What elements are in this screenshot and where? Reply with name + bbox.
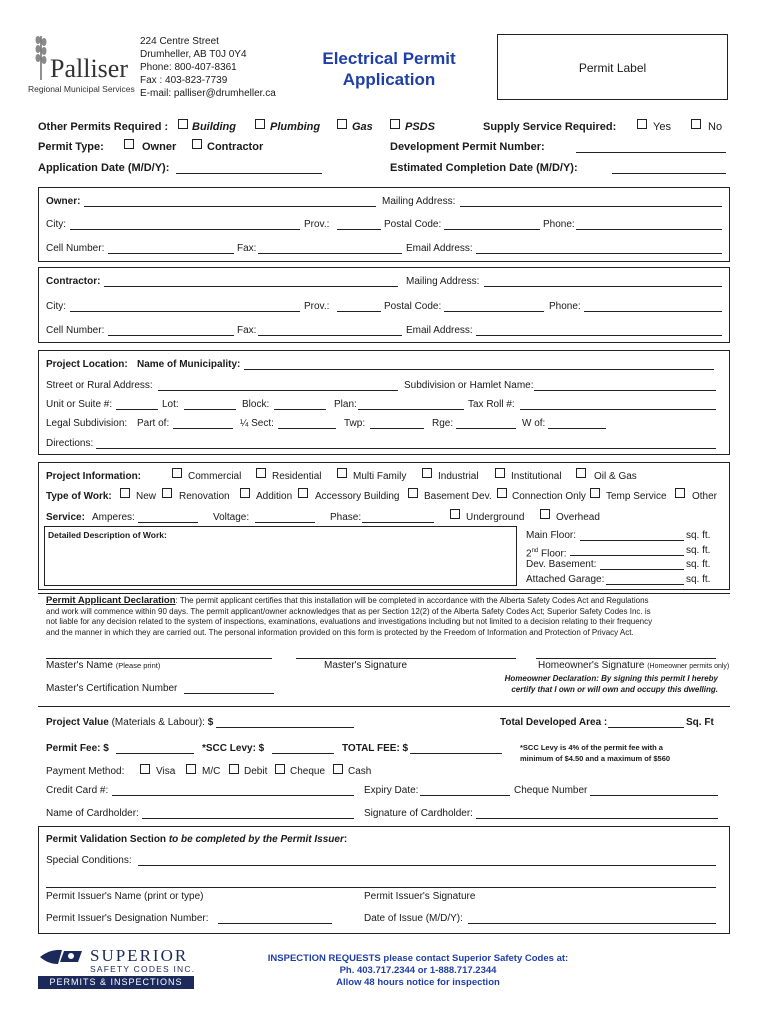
homeowner-declaration-line: certify that I own or will own and occupy this dwelling. [511,684,718,694]
addition-checkbox[interactable] [240,488,250,498]
cert-number-field[interactable] [184,693,274,694]
new-checkbox[interactable] [120,488,130,498]
connection-checkbox[interactable] [497,488,507,498]
address-line: Phone: 800-407-8361 [140,62,237,73]
credit-card-field[interactable] [112,795,354,796]
sqft-label: sq. ft. [686,545,711,556]
masters-name-label [46,660,160,672]
total-area-label: Total Developed Area : [500,717,608,728]
oil-gas-label: Oil & Gas [594,471,637,482]
other-label: Other [692,491,718,502]
permit-fee-label: Permit Fee: $ [46,743,109,754]
multi-family-label: Multi Family [353,471,407,482]
masters-signature-field[interactable] [296,658,516,659]
main-floor-field[interactable] [580,540,684,541]
inspection-line: INSPECTION REQUESTS please contact Superior Safety Codes at: [267,953,569,964]
industrial-label: Industrial [438,471,479,482]
wof-label: W of: [522,418,546,429]
project-value-text: Project Value [46,717,109,728]
declaration-line: not liable for any decision related to the system of inspections, examinations, evaluations and investigations including but not limited to a decision relating to their frequency [46,617,653,626]
other-permits-label: Other Permits Required : [38,121,169,133]
owner-mailing-label: Mailing Address: [382,196,456,207]
owner-field[interactable] [84,206,376,207]
masters-name-text: Master's Name [46,660,113,671]
subdivision-label: Subdivision or Hamlet Name: [404,380,534,391]
contractor-cell-label: Cell Number: [46,325,105,336]
amperes-field[interactable] [138,522,198,523]
subdivision-field[interactable] [534,390,716,391]
multi-family-checkbox[interactable] [337,468,347,478]
expiry-field[interactable] [420,795,510,796]
municipality-field[interactable] [244,369,714,370]
visa-label: Visa [156,766,176,777]
temp-service-checkbox[interactable] [590,488,600,498]
underground-label: Underground [466,512,525,523]
contractor-fax-label: Fax: [237,325,257,336]
issuer-name-label: Permit Issuer's Name (print or type) [46,891,204,902]
residential-checkbox[interactable] [256,468,266,478]
renovation-label: Renovation [179,491,230,502]
owner-postal-label: Postal Code: [384,219,442,230]
owner-fax-label: Fax: [237,243,257,254]
scc-levy-label: *SCC Levy: $ [202,743,265,754]
project-info-label: Project Information: [46,471,142,482]
sqft-label: sq. ft. [686,530,711,541]
cheque-number-label: Cheque Number [514,785,588,796]
accessory-checkbox[interactable] [298,488,308,498]
owner-type-label: Owner [142,141,177,153]
project-value-field[interactable] [216,727,354,728]
contractor-email-label: Email Address: [406,325,473,336]
phase-label: Phase: [330,512,362,523]
sqft-label: sq. ft. [686,559,711,570]
contractor-email-field[interactable] [476,335,722,336]
block-label: Block: [242,399,270,410]
institutional-label: Institutional [511,471,562,482]
designation-label: Permit Issuer's Designation Number: [46,913,209,924]
building-label: Building [192,121,236,133]
validation-heading: Permit Validation Section to be completed by the Permit Issuer: [46,834,348,845]
unit-label: Unit or Suite #: [46,399,113,410]
voltage-field[interactable] [255,522,315,523]
owner-fax-field[interactable] [258,253,402,254]
superior-logo [38,944,198,990]
special-conditions-field-2[interactable] [46,887,716,888]
plumbing-label: Plumbing [270,121,321,133]
masters-name-field[interactable] [46,658,272,659]
renovation-checkbox[interactable] [162,488,172,498]
connection-label: Connection Only [512,491,586,502]
contractor-type-label: Contractor [207,141,264,153]
contractor-postal-field[interactable] [444,311,544,312]
dev-basement-label: Dev. Basement: [526,559,597,570]
est-date-field[interactable] [612,173,726,174]
sect-field[interactable] [278,428,336,429]
contractor-mailing-label: Mailing Address: [406,276,480,287]
special-conditions-label: Special Conditions: [46,855,132,866]
owner-postal-field[interactable] [444,229,540,230]
overhead-checkbox[interactable] [540,509,550,519]
payment-method-label: Payment Method: [46,766,125,777]
residential-label: Residential [272,471,322,482]
permit-type-label: Permit Type: [38,141,104,153]
contractor-checkbox[interactable] [192,139,202,149]
street-label: Street or Rural Address: [46,380,153,391]
street-field[interactable] [158,390,398,391]
homeowner-signature-label [538,660,729,673]
visa-checkbox[interactable] [140,764,150,774]
owner-label: Owner: [46,196,81,207]
project-location-label: Project Location: [46,359,128,370]
sqft-label: sq. ft. [686,574,711,585]
partof-label: Part of: [137,418,170,429]
owner-prov-label: Prov.: [304,219,330,230]
homeowner-permits-note: (Homeowner permits only) [647,663,730,670]
supply-yes-label: Yes [653,121,671,133]
twp-label: Twp: [344,418,366,429]
masters-signature-label: Master's Signature [324,660,408,671]
owner-phone-label: Phone: [543,219,575,230]
declaration-line: and work will commence within 90 days. The permit applicant/owner acknowledges that as per Section 12(2) of the Alberta Safety Codes Act; Superior Safety Codes Inc. is [46,606,651,616]
permit-fee-field[interactable] [116,753,194,754]
title-line: Application [342,70,436,89]
rge-label: Rge: [432,418,454,429]
app-date-label: Application Date (M/D/Y): [38,162,170,174]
psds-checkbox[interactable] [390,119,400,129]
homeowner-declaration [470,674,718,695]
contractor-field[interactable] [104,286,398,287]
please-print-note: (Please print) [115,661,161,670]
brand-name: SUPERIOR [90,946,189,965]
supply-yes-checkbox[interactable] [637,119,647,129]
owner-mailing-field[interactable] [460,206,722,207]
lot-label: Lot: [162,399,179,410]
amperes-label: Amperes: [92,512,135,523]
cert-number-label: Master's Certification Number [46,683,178,694]
oil-gas-checkbox[interactable] [576,468,586,478]
owner-email-label: Email Address: [406,243,473,254]
palliser-logo [28,30,138,98]
validation-heading-text: Permit Validation Section [46,834,169,845]
cardholder-signature-label: Signature of Cardholder: [364,808,473,819]
plumbing-checkbox[interactable] [255,119,265,129]
contractor-prov-field[interactable] [337,311,381,312]
plan-field[interactable] [358,409,464,410]
directions-label: Directions: [46,438,94,449]
industrial-checkbox[interactable] [422,468,432,478]
debit-checkbox[interactable] [229,764,239,774]
service-label: Service: [46,512,85,523]
logo-subtitle: Regional Municipal Services [28,84,135,94]
logo-name: Palliser [50,54,128,83]
date-of-issue-field[interactable] [468,923,716,924]
cheque-number-field[interactable] [590,795,718,796]
contractor-fax-field[interactable] [258,335,402,336]
scc-note-line: *SCC Levy is 4% of the permit fee with a [520,743,663,752]
municipality-label: Name of Municipality: [137,359,241,370]
address-line: 224 Centre Street [140,36,219,47]
divider [38,593,730,594]
accessory-label: Accessory Building [315,491,400,502]
title-line: Electrical Permit [322,49,456,68]
owner-city-label: City: [46,219,66,230]
issuer-signature-label: Permit Issuer's Signature [364,891,476,902]
temp-service-label: Temp Service [606,491,667,502]
owner-city-field[interactable] [70,229,300,230]
commercial-label: Commercial [188,471,242,482]
supply-no-checkbox[interactable] [691,119,701,129]
mc-checkbox[interactable] [186,764,196,774]
owner-checkbox[interactable] [124,139,134,149]
designation-field[interactable] [218,923,332,924]
mc-label: M/C [202,766,221,777]
contractor-phone-field[interactable] [584,311,722,312]
cardholder-signature-field[interactable] [476,818,718,819]
rge-field[interactable] [456,428,516,429]
contractor-postal-label: Postal Code: [384,301,442,312]
contractor-label: Contractor: [46,276,101,287]
main-floor-label: Main Floor: [526,530,577,541]
permit-label-text: Permit Label [578,61,647,75]
attached-garage-label: Attached Garage: [526,574,605,585]
expiry-label: Expiry Date: [364,785,419,796]
cash-label: Cash [348,766,372,777]
contractor-city-field[interactable] [70,311,300,312]
credit-card-label: Credit Card #: [46,785,109,796]
phase-field[interactable] [362,522,434,523]
voltage-label: Voltage: [213,512,250,523]
supply-no-label: No [708,121,723,133]
cash-checkbox[interactable] [333,764,343,774]
second-floor-text: Floor: [538,548,567,560]
validation-heading-note: to be completed by the Permit Issuer [168,834,344,845]
contractor-cell-field[interactable] [108,335,234,336]
inspection-line: Ph. 403.717.2344 or 1-888.717.2344 [339,965,497,976]
brand-subtitle: SAFETY CODES INC. [90,964,196,974]
addition-label: Addition [256,491,293,502]
scc-note [520,742,670,764]
homeowner-declaration-line: Homeowner Declaration: By signing this permit I hereby [504,674,718,683]
detailed-description-label: Detailed Description of Work: [48,530,167,540]
debit-label: Debit [244,766,268,777]
owner-cell-label: Cell Number: [46,243,105,254]
dev-permit-field[interactable] [576,152,726,153]
dollar-sign: $ [207,717,214,728]
unit-field[interactable] [116,409,158,410]
wof-field[interactable] [548,428,606,429]
lot-field[interactable] [184,409,236,410]
owner-phone-field[interactable] [576,229,722,230]
address-block [140,35,276,100]
type-work-label: Type of Work: [46,491,112,502]
supply-service-label: Supply Service Required: [483,121,617,133]
underground-checkbox[interactable] [450,509,460,519]
basement-label: Basement Dev. [424,491,492,502]
contractor-phone-label: Phone: [549,301,581,312]
date-of-issue-label: Date of Issue (M/D/Y): [364,913,463,924]
attached-garage-field[interactable] [606,584,684,585]
project-value-label [46,717,213,729]
homeowner-signature-text: Homeowner's Signature [538,660,645,671]
total-area-field[interactable] [608,727,684,728]
declaration-heading: Permit Applicant Declaration [46,595,176,606]
building-checkbox[interactable] [178,119,188,129]
scc-levy-field[interactable] [272,753,334,754]
permit-label-box [497,34,728,100]
address-line: Drumheller, AB T0J 0Y4 [140,49,247,60]
owner-prov-field[interactable] [337,229,381,230]
eye-icon [38,948,84,966]
special-conditions-field[interactable] [138,865,716,866]
sect-label: ¼ Sect: [240,418,274,429]
address-line: Fax : 403-823-7739 [140,75,228,86]
form-title [300,48,478,90]
scc-note-line: minimum of $4.50 and a maximum of $560 [520,754,671,763]
other-checkbox[interactable] [675,488,685,498]
sqft-unit: Sq. Ft [686,717,714,728]
owner-email-field[interactable] [476,253,722,254]
gas-label: Gas [352,121,373,133]
legal-label: Legal Subdivision: [46,418,128,429]
second-floor-suffix: nd [531,548,539,554]
total-fee-label: TOTAL FEE: $ [342,743,409,754]
cheque-label: Cheque [290,766,326,777]
materials-note: (Materials & Labour): [111,717,205,728]
commercial-checkbox[interactable] [172,468,182,478]
contractor-mailing-field[interactable] [484,286,722,287]
contractor-prov-label: Prov.: [304,301,330,312]
dev-basement-field[interactable] [600,569,684,570]
declaration-line-text: : The permit applicant certifies that this installation will be completed in accordance with the Alberta Safety Codes Act and Regulations [175,596,649,605]
declaration-line [46,596,726,607]
contractor-city-label: City: [46,301,66,312]
permits-inspections-banner: PERMITS & INSPECTIONS [38,976,194,989]
twp-field[interactable] [370,428,424,429]
est-date-label: Estimated Completion Date (M/D/Y): [390,162,578,174]
second-floor-field[interactable] [570,555,684,556]
directions-field[interactable] [96,448,716,449]
cardholder-label: Name of Cardholder: [46,808,139,819]
declaration-text [46,596,726,638]
total-fee-field[interactable] [410,753,502,754]
homeowner-signature-field[interactable] [536,658,716,659]
second-floor-number: 2 [526,548,532,560]
dev-permit-label: Development Permit Number: [390,141,545,153]
divider [38,706,730,707]
inspection-line: Allow 48 hours notice for inspection [336,977,500,988]
plan-label: Plan: [334,399,357,410]
basement-checkbox[interactable] [408,488,418,498]
cardholder-field[interactable] [142,818,354,819]
new-label: New [136,491,157,502]
psds-label: PSDS [405,121,435,133]
gas-checkbox[interactable] [337,119,347,129]
institutional-checkbox[interactable] [495,468,505,478]
app-date-field[interactable] [176,173,322,174]
wheat-icon [30,30,52,80]
overhead-label: Overhead [556,512,600,523]
taxroll-label: Tax Roll #: [468,399,515,410]
taxroll-field[interactable] [520,409,716,410]
block-field[interactable] [274,409,326,410]
address-line: E-mail: palliser@drumheller.ca [140,88,276,99]
declaration-line: and the manner in which they are carried out. The personal information provided on this form is protected by the Freedom of Information and Protection of Privacy Act. [46,627,634,637]
inspection-notice [250,953,586,989]
cheque-checkbox[interactable] [275,764,285,774]
partof-field[interactable] [173,428,233,429]
owner-cell-field[interactable] [108,253,234,254]
